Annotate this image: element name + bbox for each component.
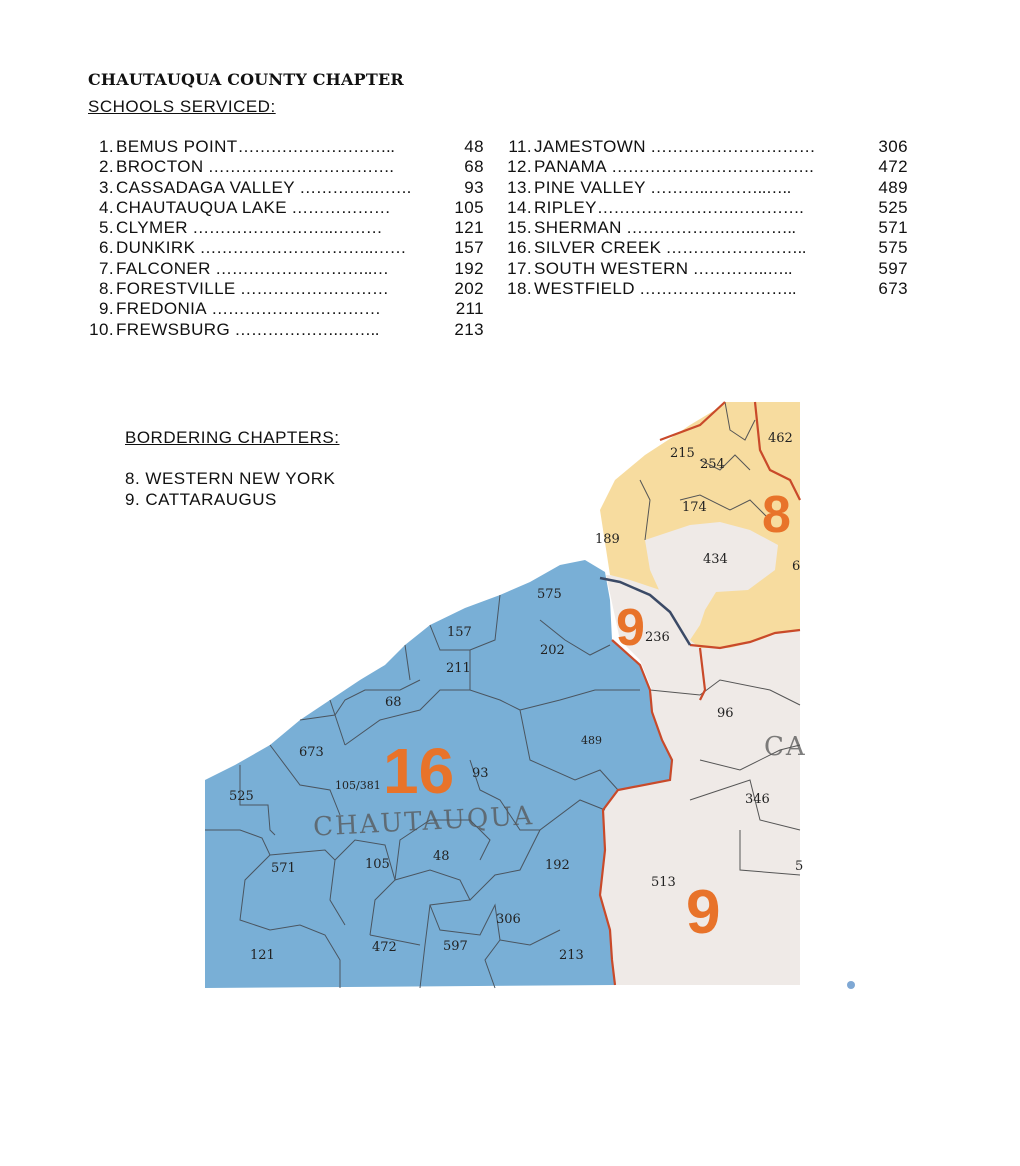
school-district-number: 525: [878, 197, 908, 217]
bordering-chapter-item: 9. CATTARAUGUS: [125, 490, 277, 509]
school-district-number: 306: [878, 137, 908, 156]
district-label: 513: [651, 875, 676, 890]
district-label: 673: [299, 745, 324, 760]
school-district-number: 157: [454, 238, 484, 258]
district-label: 5: [795, 859, 804, 874]
leader-dots: ………………………..…: [210, 258, 389, 278]
school-name: CASSADAGA VALLEY: [116, 177, 295, 197]
chapter-number-8: 8: [762, 486, 791, 544]
leader-dots: ……………….…..……..: [621, 218, 796, 238]
district-label: 48: [433, 849, 450, 864]
leader-dots: ……………….…………: [207, 299, 381, 319]
school-name: FALCONER: [116, 258, 211, 278]
school-name: SOUTH WESTERN: [534, 258, 689, 278]
school-name: BROCTON: [116, 157, 204, 177]
school-number: 6.: [99, 238, 114, 258]
district-label: 213: [559, 948, 584, 963]
leader-dots: …………..…..: [688, 258, 793, 278]
district-label: 489: [581, 734, 602, 747]
school-number: 8.: [99, 279, 114, 299]
school-number: 12.: [507, 157, 532, 177]
school-name: PANAMA: [534, 157, 607, 177]
district-label: 346: [745, 792, 770, 807]
school-district-number: 192: [454, 258, 484, 278]
leader-dots: ……………………..: [661, 238, 806, 258]
district-label: 189: [595, 532, 620, 547]
leader-dots: …………..…….: [295, 177, 411, 197]
leader-dots: ………………………..: [237, 137, 395, 156]
district-label: 157: [447, 625, 472, 640]
school-number: 17.: [507, 258, 532, 278]
bordering-chapters-heading: BORDERING CHAPTERS:: [125, 428, 340, 447]
school-district-number: 673: [878, 279, 908, 299]
district-label: 254: [700, 457, 725, 472]
school-number: 14.: [507, 197, 532, 217]
school-district-number: 105: [454, 197, 484, 217]
leader-dots: ………………………..: [634, 279, 797, 299]
school-name: JAMESTOWN: [534, 137, 646, 156]
leader-dots: …………………………: [645, 137, 816, 156]
bordering-chapter-item: 8. WESTERN NEW YORK: [125, 469, 336, 488]
district-label: 121: [250, 948, 275, 963]
school-number: 10.: [89, 319, 114, 339]
school-number: 1.: [99, 137, 114, 156]
school-number: 11.: [508, 137, 532, 156]
district-label: 105: [365, 857, 390, 872]
school-name: CHAUTAUQUA LAKE: [116, 197, 288, 217]
school-name: FREWSBURG: [116, 319, 231, 339]
chapter-number-9: 9: [616, 599, 645, 657]
school-district-number: 48: [464, 137, 484, 156]
district-label: 597: [443, 939, 468, 954]
district-label: 202: [540, 643, 565, 658]
chapter-title: CHAUTAUQUA COUNTY CHAPTER: [88, 70, 404, 89]
district-label: 174: [682, 500, 707, 515]
district-label: 236: [645, 630, 670, 645]
district-label: 472: [372, 940, 397, 955]
school-district-number: 472: [878, 157, 908, 177]
chapter-number-16: 16: [383, 735, 455, 807]
leader-dots: ……………………..………: [188, 218, 383, 238]
district-label: 68: [385, 695, 402, 710]
school-name: RIPLEY: [534, 197, 597, 217]
school-district-number: 68: [464, 157, 484, 177]
school-number: 13.: [507, 177, 532, 197]
school-number: 16.: [507, 238, 532, 258]
leader-dots: ……………………………….: [606, 157, 814, 177]
school-district-number: 202: [454, 279, 484, 299]
school-name: SHERMAN: [534, 218, 622, 238]
school-name: WESTFIELD: [534, 279, 635, 299]
school-name: FORESTVILLE: [116, 279, 236, 299]
leader-dots: ………………………: [235, 279, 389, 299]
district-label: 571: [271, 861, 296, 876]
county-label: CHAUTAUQUA: [312, 801, 535, 843]
chapter-number-9: 9: [686, 878, 721, 947]
district-label: 434: [703, 552, 728, 567]
school-district-number: 213: [454, 319, 484, 339]
leader-dots: …………………………..……: [195, 238, 406, 258]
school-name: FREDONIA: [116, 299, 208, 319]
district-label: 575: [537, 587, 562, 602]
leader-dots: …………………….………….: [596, 197, 804, 217]
school-name: BEMUS POINT: [116, 137, 238, 156]
school-number: 4.: [99, 197, 114, 217]
district-label: 105/381: [335, 779, 381, 792]
district-label: 306: [496, 912, 521, 927]
school-name: SILVER CREEK: [534, 238, 662, 258]
county-label-partial: CA: [764, 732, 807, 762]
leader-dots: …………………………….: [203, 157, 394, 177]
district-label: 96: [717, 706, 734, 721]
school-number: 5.: [99, 218, 114, 238]
school-district-number: 489: [878, 177, 908, 197]
school-name: PINE VALLEY: [534, 177, 646, 197]
school-district-number: 121: [454, 218, 484, 238]
district-label: 462: [768, 431, 793, 446]
district-label: 192: [545, 858, 570, 873]
school-district-number: 575: [878, 238, 908, 258]
map-dot: [847, 981, 855, 989]
school-district-number: 597: [878, 258, 908, 278]
school-district-number: 571: [878, 218, 908, 238]
leader-dots: ……………….……..: [230, 319, 380, 339]
school-number: 2.: [99, 157, 114, 177]
school-name: CLYMER: [116, 218, 188, 238]
leader-dots: ………………: [287, 197, 391, 217]
school-number: 15.: [507, 218, 532, 238]
district-label: 93: [472, 766, 489, 781]
school-number: 7.: [99, 258, 114, 278]
school-number: 3.: [99, 177, 114, 197]
school-name: DUNKIRK: [116, 238, 196, 258]
schools-serviced-heading: SCHOOLS SERVICED:: [88, 97, 276, 116]
school-number: 9.: [99, 299, 114, 319]
school-number: 18.: [507, 279, 532, 299]
school-district-number: 211: [455, 299, 484, 319]
district-label: 211: [446, 661, 471, 676]
leader-dots: ………..………..…..: [645, 177, 791, 197]
district-label: 6: [792, 559, 801, 574]
district-label: 525: [229, 789, 254, 804]
district-label: 215: [670, 446, 695, 461]
school-district-number: 93: [464, 177, 484, 197]
